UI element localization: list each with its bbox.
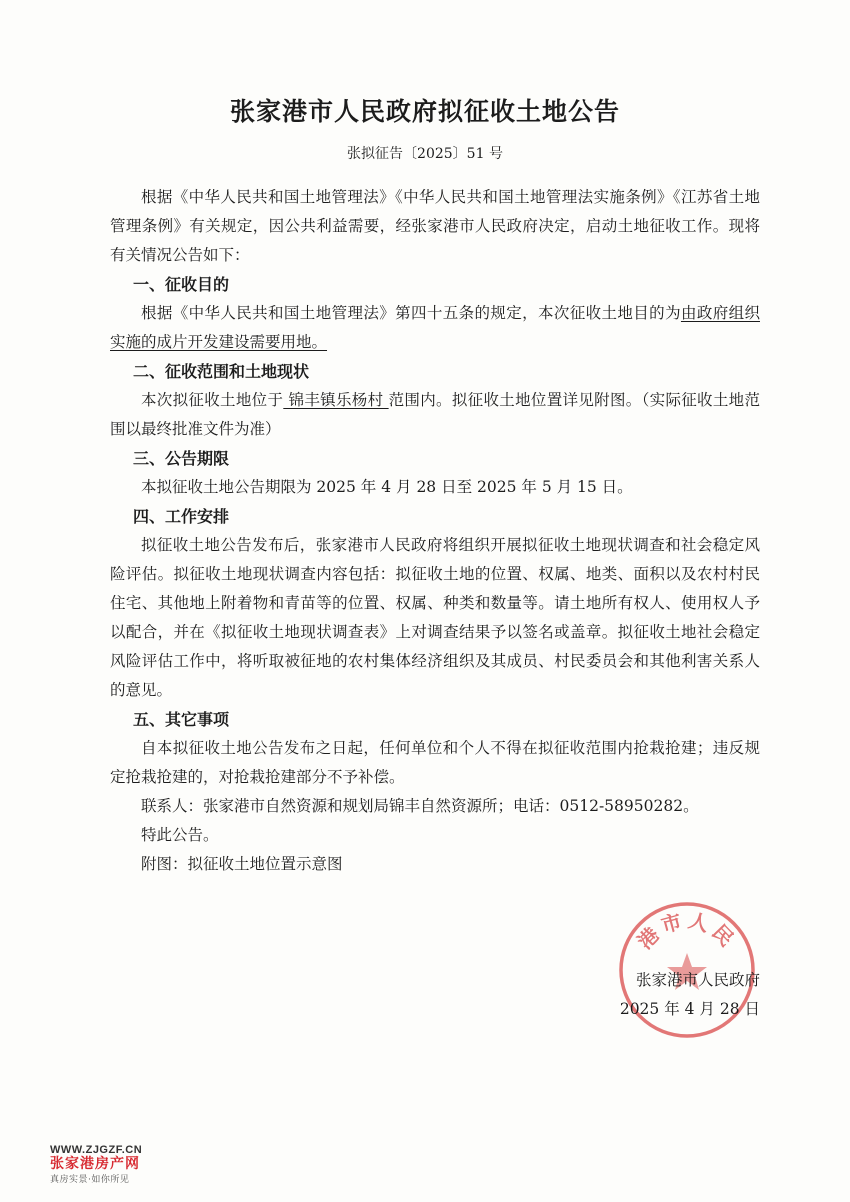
section-other-text: 自本拟征收土地公告发布之日起，任何单位和个人不得在拟征收范围内抢栽抢建；违反规定抢栽抢建的，对抢栽抢建部分不予补偿。 (110, 739, 760, 786)
document-body (110, 183, 760, 879)
seal-text: 港市人民 (632, 908, 742, 954)
page-title: 张家港市人民政府拟征收土地公告 (229, 97, 620, 126)
purpose-underlined: 由政府组织实施的成片开发建设需要用地。 (110, 304, 760, 351)
watermark-url: WWW.ZJGZF.CN (50, 1144, 143, 1156)
section-scope-text (110, 386, 760, 444)
section-scope-heading: 二、征收范围和土地现状 (133, 362, 310, 381)
attachment-line: 附图：拟征收土地位置示意图 (141, 855, 343, 873)
section-other-heading: 五、其它事项 (133, 710, 230, 729)
scope-text-before: 本次拟征收土地位于 (141, 391, 284, 409)
section-work-text: 拟征收土地公告发布后，张家港市人民政府将组织开展拟征收土地现状调查和社会稳定风险评估。拟征收土地现状调查内容包括：拟征收土地的位置、权属、地类、面积以及农村村民住宅、其他地上附着物和青苗等的位置、权属、种类和数量等。请土地所有权人、使用权人予以配合，并在《拟征收土地现状调查表》上对调查结果予以签名或盖章。拟征收土地社会稳定风险评估工作中，将听取被征地的农村集体经济组织及其成员、村民委员会和其他利害关系人的意见。 (110, 536, 760, 699)
contact-line: 联系人：张家港市自然资源和规划局锦丰自然资源所；电话：0512-58950282。 (141, 797, 699, 815)
section-period-heading: 三、公告期限 (133, 449, 230, 468)
purpose-text-before: 根据《中华人民共和国土地管理法》第四十五条的规定，本次征收土地目的为 (141, 304, 681, 322)
closing-line: 特此公告。 (141, 826, 219, 844)
section-purpose-text (110, 299, 760, 357)
signature-org: 张家港市人民政府 (635, 971, 760, 989)
site-watermark-logo (50, 1144, 170, 1185)
document-number: 张拟征告〔2025〕51 号 (347, 146, 503, 162)
section-purpose-heading: 一、征收目的 (133, 275, 230, 294)
scope-underlined: 锦丰镇乐杨村 (283, 391, 389, 409)
watermark-slogan: 真房实景·如你所见 (50, 1175, 130, 1185)
scope-text-after: 范围内。拟征收土地位置详见附图。（实际征收土地范围以最终批准文件为准） (110, 391, 760, 438)
section-work-heading: 四、工作安排 (133, 507, 230, 526)
intro-paragraph: 根据《中华人民共和国土地管理法》《中华人民共和国土地管理法实施条例》《江苏省土地管理条例》有关规定，因公共利益需要，经张家港市人民政府决定，启动土地征收工作。现将有关情况公告如下： (110, 188, 760, 264)
signature-date: 2025 年 4 月 28 日 (619, 1000, 760, 1018)
section-period-text: 本拟征收土地公告期限为 2025 年 4 月 28 日至 2025 年 5 月 15 日。 (141, 478, 633, 496)
watermark-name: 张家港房产网 (50, 1156, 140, 1172)
